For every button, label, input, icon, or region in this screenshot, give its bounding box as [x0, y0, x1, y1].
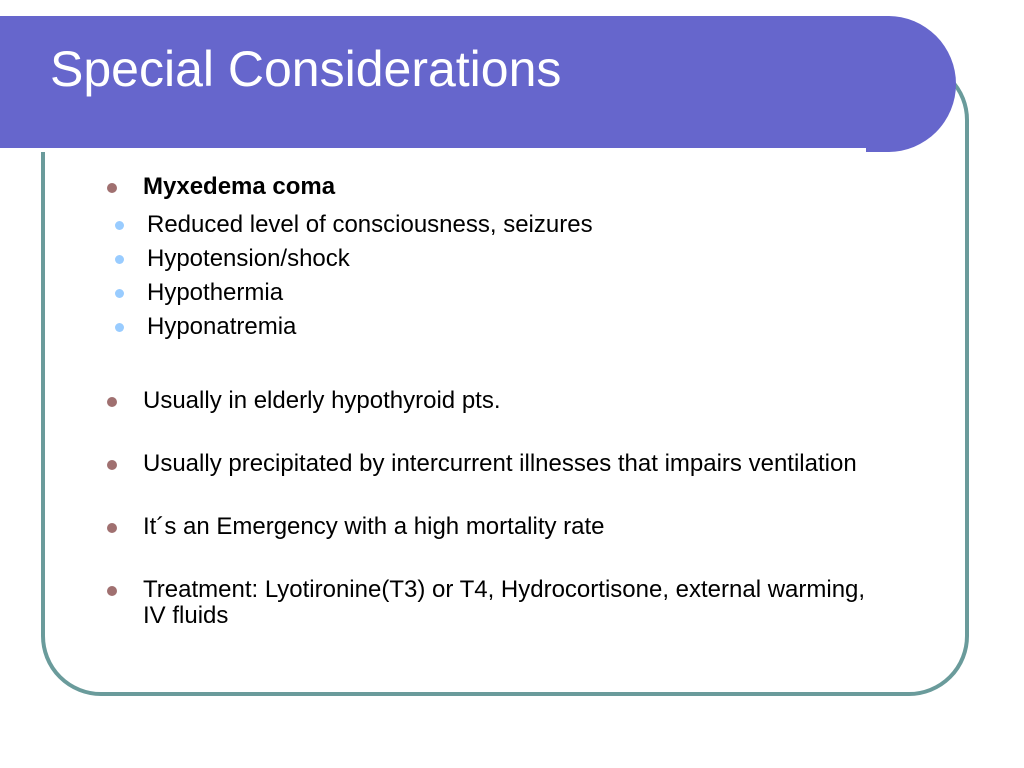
sub-bullet-text: Hypothermia: [147, 279, 284, 306]
bullet-item: [103, 388, 883, 414]
sub-bullet-dot-icon: [115, 221, 124, 230]
sub-bullet-item: [143, 242, 883, 276]
bullet-dot-icon: [107, 523, 117, 533]
slide-title: Special Considerations: [50, 41, 562, 97]
bullet-dot-icon: [107, 460, 117, 470]
sub-bullet-dot-icon: [115, 289, 124, 298]
bullet-item: [103, 174, 883, 344]
sub-bullet-list: [143, 208, 883, 344]
bullet-item: [103, 451, 883, 477]
bullet-text: Usually in elderly hypothyroid pts.: [143, 387, 501, 414]
bullet-text: It´s an Emergency with a high mortality rate: [143, 513, 605, 540]
sub-bullet-item: [143, 310, 883, 344]
sub-bullet-dot-icon: [115, 255, 124, 264]
bullet-text: Myxedema coma: [143, 173, 336, 200]
sub-bullet-item: [143, 276, 883, 310]
sub-bullet-item: [143, 208, 883, 242]
bullet-text: Usually precipitated by intercurrent illnesses that impairs ventilation: [143, 450, 857, 477]
bullet-dot-icon: [107, 183, 117, 193]
bullet-dot-icon: [107, 586, 117, 596]
sub-bullet-text: Hyponatremia: [147, 313, 297, 340]
sub-bullet-dot-icon: [115, 323, 124, 332]
sub-bullet-text: Hypotension/shock: [147, 245, 350, 272]
bullet-item: [103, 577, 883, 629]
bullet-text: Treatment: Lyotironine(T3) or T4, Hydrocortisone, external warming, IV fluids: [143, 576, 866, 629]
bullet-list: [103, 174, 883, 666]
bullet-dot-icon: [107, 397, 117, 407]
title-underline: [0, 148, 866, 152]
bullet-item: [103, 514, 883, 540]
sub-bullet-text: Reduced level of consciousness, seizures: [147, 211, 593, 238]
